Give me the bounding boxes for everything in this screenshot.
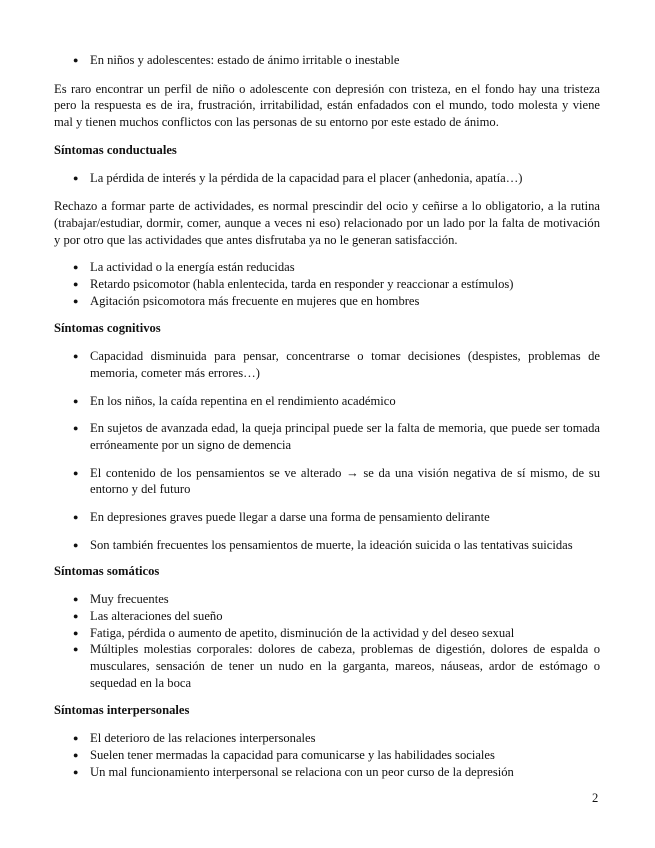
list-item	[54, 420, 600, 453]
list-item-text: La actividad o la energía están reducidas	[90, 260, 295, 275]
bullet-icon: ●	[73, 594, 79, 605]
list-item	[54, 747, 600, 764]
list-item	[54, 293, 600, 310]
list-item-text: Son también frecuentes los pensamientos de muerte, la ideación suicida o las tentativas suicidas	[90, 537, 573, 552]
list-item	[54, 348, 600, 381]
bullet-icon: ●	[73, 279, 79, 290]
list-item	[54, 608, 600, 625]
bullet-icon: ●	[73, 467, 79, 478]
bullet-icon: ●	[73, 395, 79, 406]
list-item-text: Capacidad disminuida para pensar, concentrarse o tomar decisiones (despistes, problemas de memoria, cometer más errores…)	[90, 349, 600, 380]
bullet-icon: ●	[73, 627, 79, 638]
list-item-text: Agitación psicomotora más frecuente en mujeres que en hombres	[90, 293, 420, 308]
bullet-icon: ●	[73, 55, 79, 65]
bullet-icon: ●	[73, 262, 79, 273]
list-item-text: En niños y adolescentes: estado de ánimo irritable o inestable	[90, 53, 400, 67]
somaticos-list	[54, 591, 600, 691]
list-item-text: Las alteraciones del sueño	[90, 608, 223, 623]
list-item	[54, 259, 600, 276]
bullet-icon: ●	[73, 512, 79, 523]
bullet-icon: ●	[73, 610, 79, 621]
section-heading-conductuales: Síntomas conductuales	[54, 142, 177, 157]
bullet-icon: ●	[73, 172, 79, 183]
document-page	[54, 52, 600, 780]
list-item	[54, 393, 600, 410]
list-item-text: Fatiga, pérdida o aumento de apetito, disminución de la actividad y del deseo sexual	[90, 625, 515, 640]
bullet-icon: ●	[73, 351, 79, 362]
list-item	[54, 591, 600, 608]
list-item	[54, 170, 600, 187]
bullet-icon: ●	[73, 766, 79, 777]
list-item	[54, 465, 600, 498]
bullet-icon: ●	[73, 644, 79, 655]
bullet-icon: ●	[73, 295, 79, 306]
list-item-text: Suelen tener mermadas la capacidad para comunicarse y las habilidades sociales	[90, 747, 495, 762]
list-item-text: Retardo psicomotor (habla enlentecida, tarda en responder y reaccionar a estímulos)	[90, 277, 514, 292]
list-item-text: El deterioro de las relaciones interpersonales	[90, 731, 316, 746]
section-heading-cognitivos: Síntomas cognitivos	[54, 321, 161, 336]
list-item-text: Múltiples molestias corporales: dolores de cabeza, problemas de digestión, dolores de espalda o musculares, sensación de tener un nudo en la garganta, mareos, náuseas, ardor de estómago o sequedad en la boca	[90, 642, 600, 690]
section-heading-interpersonales: Síntomas interpersonales	[54, 703, 190, 718]
list-item	[54, 537, 600, 554]
intro-paragraph: Es raro encontrar un perfil de niño o adolescente con depresión con tristeza, en el fondo hay una tristeza pero la respuesta es de ira, frustración, irritabilidad, están enfadados con el mundo, todo molesta y viene mal y tienen muchos conflictos con las personas de su entorno por este estado de ánimo.	[54, 81, 600, 130]
bullet-icon: ●	[73, 733, 79, 744]
bullet-icon: ●	[73, 749, 79, 760]
list-item-text: En sujetos de avanzada edad, la queja principal puede ser la falta de memoria, que puede ser tomada erróneamente por un signo de demencia	[90, 421, 600, 452]
conductuales-paragraph: Rechazo a formar parte de actividades, es normal prescindir del ocio y ceñirse a lo obligatorio, a la rutina (trabajar/estudiar, dormir, comer, aunque a veces ni eso) relacionado por un lado por la falta de motivación y por otro que las actividades que antes disfrutaba ya no le generan satisfacción.	[54, 199, 600, 247]
interpersonales-list	[54, 730, 600, 780]
bullet-icon: ●	[73, 539, 79, 550]
list-item-text: El contenido de los pensamientos se ve alterado → se da una visión negativa de sí mismo, de su entorno y del futuro	[90, 465, 600, 497]
list-item-text: En depresiones graves puede llegar a darse una forma de pensamiento delirante	[90, 510, 490, 525]
intro-list	[54, 52, 600, 69]
page-number: 2	[592, 791, 599, 805]
list-item	[54, 509, 600, 526]
list-item	[54, 641, 600, 691]
section-heading-somaticos: Síntomas somáticos	[54, 564, 160, 579]
list-item	[54, 52, 600, 69]
conductuales-list-2	[54, 259, 600, 309]
list-item-text: En los niños, la caída repentina en el rendimiento académico	[90, 393, 396, 408]
list-item-text: Muy frecuentes	[90, 592, 169, 607]
bullet-icon: ●	[73, 423, 79, 434]
list-item	[54, 764, 600, 781]
list-item-text: La pérdida de interés y la pérdida de la capacidad para el placer (anhedonia, apatía…)	[90, 170, 523, 185]
list-item	[54, 730, 600, 747]
list-item-text: Un mal funcionamiento interpersonal se relaciona con un peor curso de la depresión	[90, 764, 514, 779]
list-item	[54, 276, 600, 293]
list-item	[54, 625, 600, 642]
cognitivos-list	[54, 348, 600, 553]
conductuales-list-1	[54, 170, 600, 187]
